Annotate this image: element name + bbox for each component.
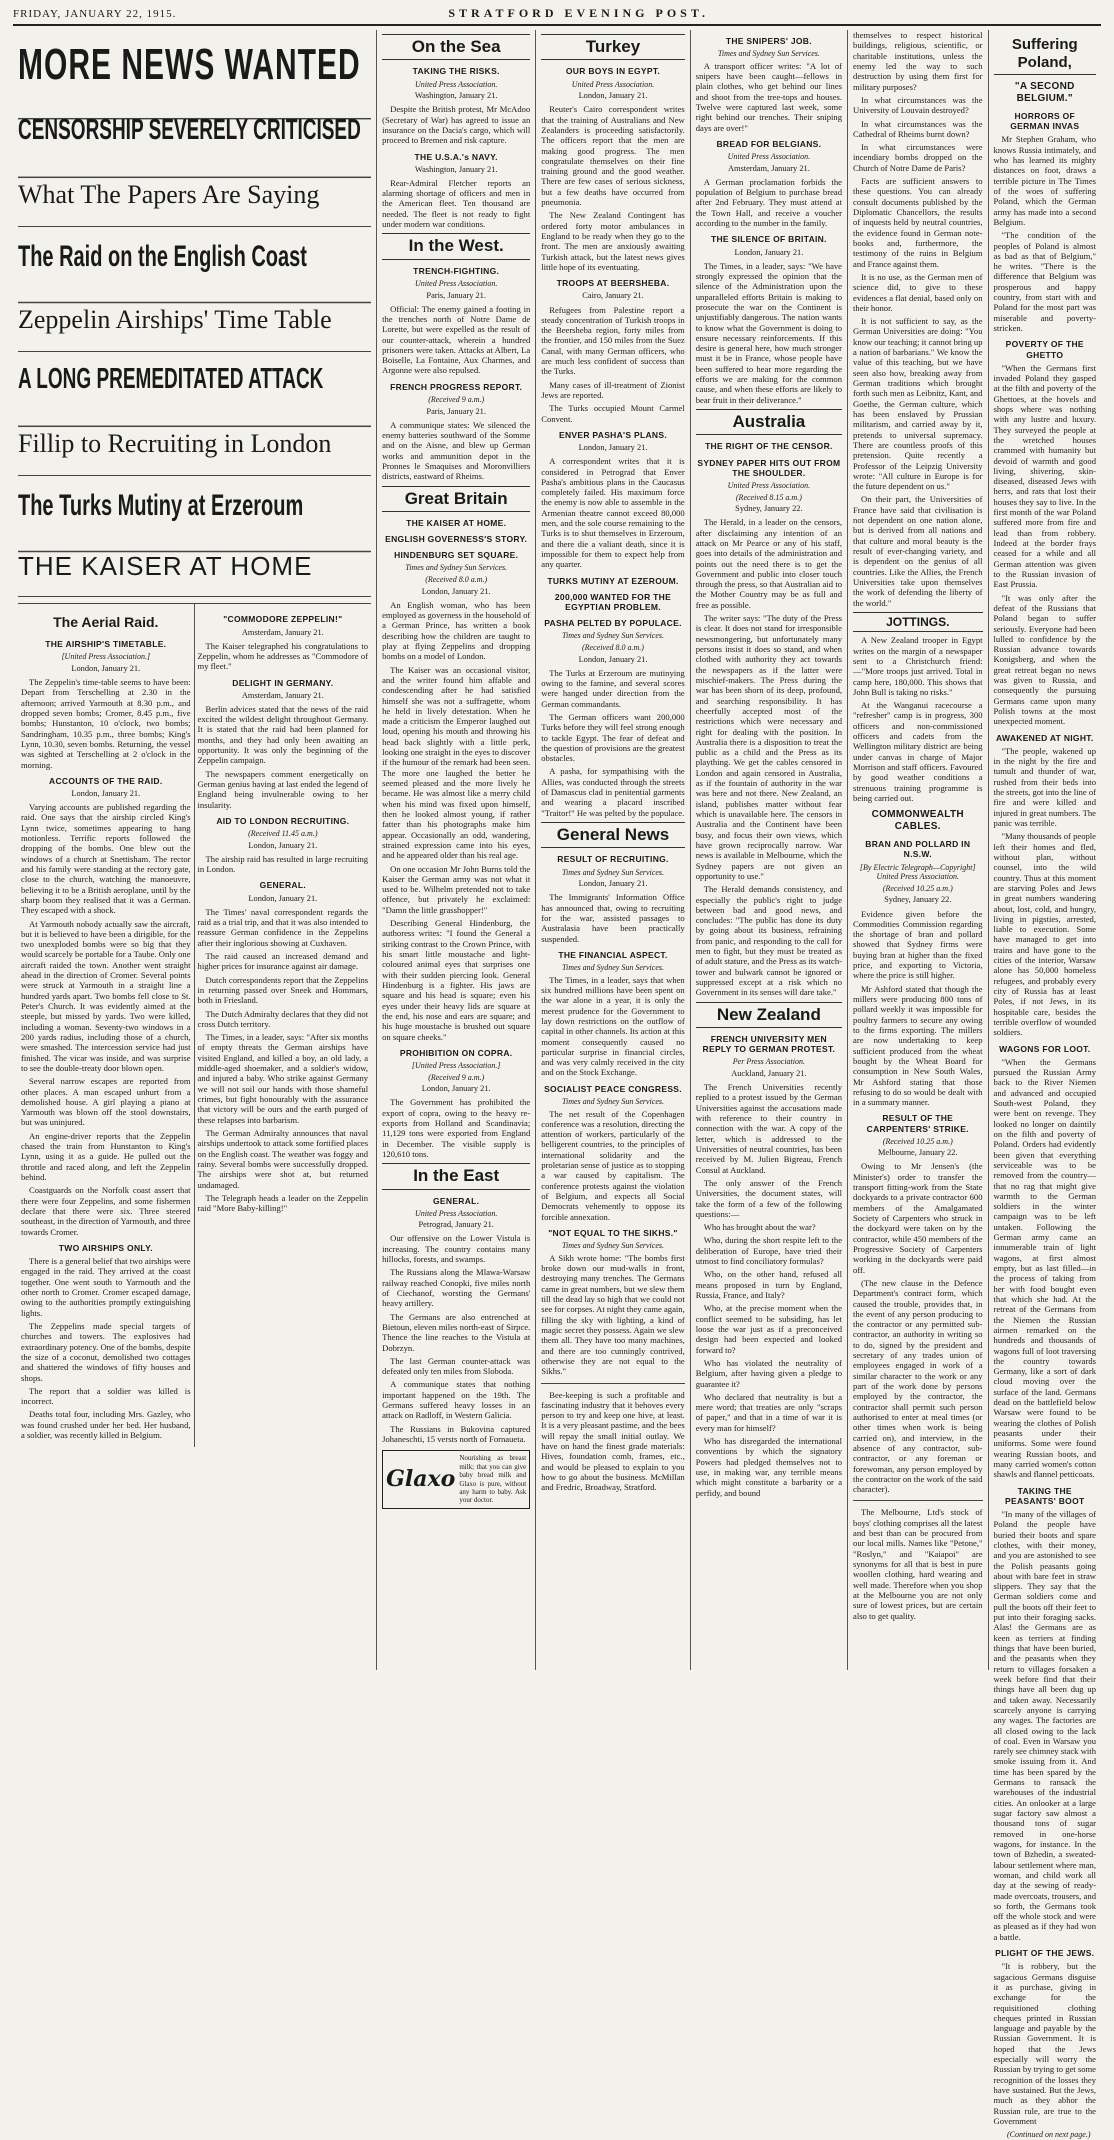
paragraph: Describing General Hindenburg, the authoress writes: "I found the General a striking contrast to the Crown Prince, with his smart little moustache and light-coloured animal eyes that surprises one with their sudden piercing look. General Hindenburg is a fighter. His jaws are square and his head is square; even his eyes under their heavy lids are square at the end, his nose and ears are square; and his huge moustache is brushed out square on square cheeks." bbox=[382, 918, 531, 1042]
section-new-zealand: New Zealand bbox=[696, 1002, 842, 1028]
source-line: United Press Association. bbox=[727, 480, 811, 490]
dateline: London, January 21. bbox=[578, 879, 648, 889]
timetable-heading: THE AIRSHIP'S TIMETABLE. bbox=[45, 639, 167, 650]
column-5 bbox=[848, 30, 989, 1670]
beersheba-heading: TROOPS AT BEERSHEBA. bbox=[556, 278, 670, 289]
paragraph: Dutch correspondents report that the Zeppelins in returning passed over Sneek and Hommars, both in Friesland. bbox=[197, 974, 369, 1006]
delight-heading: DELIGHT IN GERMANY. bbox=[232, 677, 334, 688]
glaxo-logo: Glaxo bbox=[386, 1466, 456, 1493]
section-in-the-west: In the West. bbox=[382, 233, 530, 259]
received-line: (Received 9 a.m.) bbox=[428, 394, 485, 404]
dateline: Sydney, January 22. bbox=[884, 895, 952, 905]
paragraph: The Government has prohibited the export of copra, owing to the heavy re-exports from Holland and Scandinavia; 11,129 tons were exported from England in December. The visible supply is 120,610 tons. bbox=[382, 1097, 531, 1159]
paper-title: STRATFORD EVENING POST. bbox=[448, 6, 709, 20]
paragraph: The Immigrants' Information Office has announced that, owing to recruiting for the war, assisted passages to Australasia have been practically suspended. bbox=[541, 892, 685, 944]
section-suffering-poland: Suffering Poland, bbox=[994, 34, 1096, 75]
dateline: London, January 21. bbox=[578, 443, 648, 453]
paragraph: On one occasion Mr John Burns told the Kaiser the German army was not what it used to be. Wilhelm pretended not to take offence, but privately he exclaimed: "Damn the little grasshopper!" bbox=[382, 863, 531, 915]
dateline: Sydney, January 22. bbox=[735, 504, 803, 514]
paragraph: "The people, wakened up in the night by the fire and tumult and thunder of war, rushed from their beds into the streets, got into the line of fire and were killed and injured in great numbers. The panic was terrible. bbox=[993, 745, 1096, 828]
bran-heading: BRAN AND POLLARD IN N.S.W. bbox=[865, 839, 971, 860]
headline-4: The Raid on the English Coast bbox=[18, 212, 371, 304]
paragraph: Who has violated the neutrality of Belgium, after having given a pledge to guarantee it? bbox=[695, 1357, 843, 1389]
paragraph: The Turks at Erzeroum are mutinying owing to the famine, and several scores were hanged under direction from the German commandants. bbox=[541, 667, 685, 709]
dateline: Auckland, January 21. bbox=[731, 1068, 807, 1078]
french-heading: FRENCH PROGRESS REPORT. bbox=[390, 381, 523, 392]
section-in-the-east: In the East bbox=[382, 1163, 530, 1189]
source-line: Times and Sydney Sun Services. bbox=[562, 1096, 664, 1106]
paragraph: The newspapers comment energetically on German genius having at last ended the legend of England being invulnerable owing to her insularity. bbox=[197, 768, 369, 810]
headline-7: Fillip to Recruiting in London bbox=[18, 412, 371, 476]
paragraph: Mr Ashford stated that though the millers were producing 800 tons of pollard weekly it was impossible for poultry farmers to secure any owing to the firms exporting. The millers are now undertaking to keep sufficient produced from the wheat bought by the Wheat Board for consumption in New South Wales, Mr Ashford stating that those refusing to do so would be dealt with in a summary manner. bbox=[853, 983, 983, 1108]
divider bbox=[541, 1383, 684, 1384]
dateline: London, January 21. bbox=[734, 247, 804, 257]
strike-heading: RESULT OF THE CARPENTERS' STRIKE. bbox=[866, 1113, 969, 1134]
issue-date: FRIDAY, JANUARY 22, 1915. bbox=[13, 8, 177, 20]
paragraph: The Kaiser was an occasional visitor, and the writer found him affable and condescending after he had satisfied himself she was not a suffragette, whom he held in lively detestation. When he made a criticism the Emperor laughed out loud, opening his mouth and throwing his head back slightly with a little perk, looking one straight in the eyes to discover if the humour of the remark had been seen. The more one laughed the better he seemed pleased and the more lively he became. He was almost like a merry child when his mind was fixed upon himself, then he looked almost young, if rather fatter than his photographs make him appear. Occasionally an odd, wandering, strained expression came into his eyes, and he appeared older than his real age. bbox=[382, 664, 531, 861]
governess-heading: ENGLISH GOVERNESS'S STORY. bbox=[385, 534, 528, 545]
paragraph: An engine-driver reports that the Zeppelin chased the train from Hunstanton to King's Lynn, using it as a guide. He pulled out the throttle and raced along, and left the Zeppelin behind. bbox=[21, 1130, 191, 1183]
columns bbox=[13, 30, 1101, 2140]
paragraph: In what circumstances was the Cathedral of Rheims burnt down? bbox=[853, 118, 983, 139]
french-university-heading: FRENCH UNIVERSITY MEN REPLY TO GERMAN PROTEST. bbox=[702, 1034, 836, 1055]
recruiting-heading: RESULT OF RECRUITING. bbox=[557, 854, 669, 865]
general-heading: GENERAL. bbox=[259, 880, 306, 891]
received-line: (Received 9 a.m.) bbox=[428, 1072, 485, 1082]
column-3 bbox=[536, 30, 690, 1670]
source-line: [By Electric Telegraph—Copyright] United Press Association. bbox=[859, 862, 976, 882]
paragraph: The airship raid has resulted in large recruiting in London. bbox=[197, 853, 369, 875]
wagons-heading: WAGONS FOR LOOT. bbox=[999, 1043, 1091, 1054]
paragraph: Who, during the short respite left to the deliberation of Europe, have tried their utmost to find conciliatory formulas? bbox=[695, 1235, 843, 1267]
dateline: Washington, January 21. bbox=[414, 164, 498, 174]
received-line: (Received 10.25 a.m.) bbox=[882, 1136, 953, 1146]
financial-heading: THE FINANCIAL ASPECT. bbox=[558, 949, 668, 960]
glaxo-advert-text: Nourishing as breast milk; that you can give baby bread milk and Glaxo is pure, without any harm to baby. Ask your doctor. bbox=[459, 1454, 527, 1505]
source-line: Per Press Association. bbox=[732, 1057, 805, 1067]
source-line: [United Press Association.] bbox=[411, 1061, 501, 1071]
headline-2: CENSORSHIP SEVERELY CRITICISED bbox=[18, 88, 371, 178]
paragraph: Many cases of ill-treatment of Zionist Jews are reported. bbox=[541, 379, 685, 401]
paragraph: Who has disregarded the international conventions by which the signatory Powers had pledged themselves not to use, in making war, any terrible means which might constitute a barbarity or a perfidy, and bound bbox=[695, 1436, 843, 1498]
raid-title: The Aerial Raid. bbox=[53, 614, 159, 631]
paragraph: Berlin advices stated that the news of the raid excited the wildest delight throughout Germany. It is stated that the raid had been planned for months, and they had only been awaiting an opportunity. It was only the beginning of the Zeppelin campaign. bbox=[197, 703, 369, 766]
source-line: Times and Sydney Sun Services. bbox=[562, 963, 664, 973]
section-general-news: General News bbox=[541, 822, 684, 848]
source-line: United Press Association. bbox=[414, 79, 498, 89]
hindenburg-heading: HINDENBURG SET SQUARE. bbox=[394, 550, 519, 561]
section-on-the-sea: On the Sea bbox=[382, 34, 530, 60]
source-line: United Press Association. bbox=[414, 278, 498, 288]
paragraph: Who, on the other hand, refused all means proposed in turn by England, Russia, France, and Italy? bbox=[695, 1269, 843, 1300]
paragraph: "The condition of the peoples of Poland is almost as bad as that of Belgium," he writes. "There is the difference that Belgium was prosperous and happy country, from start with and Poland for the most part was miserable and poverty-stricken. bbox=[993, 230, 1096, 333]
source-line: [United Press Association.] bbox=[61, 652, 151, 662]
navy-heading: THE U.S.A.'s NAVY. bbox=[414, 151, 498, 162]
raid-col-a bbox=[18, 604, 195, 1447]
egypt-heading: OUR BOYS IN EGYPT. bbox=[565, 66, 661, 77]
received-line: (Received 8.15 a.m.) bbox=[735, 492, 802, 502]
snipers-heading: THE SNIPERS' JOB. bbox=[725, 36, 812, 46]
paragraph: The writer says: "The duty of the Press is clear. It does not stand for irresponsible newsmongering, but unfortunately many persons insist it does so stand, and when clothed with authority they act towards the newspapers as if the latter were mischief-makers. The Press during the war has been shorn of its deep, profound, and searching responsibility. It has cheerfully accepted most of the restrictions which were necessary and right for dealing with the position. In Australia there is a disposition to treat the public as a child and the Press as its plaything. We get the cables censored in London and again censored in Australia, as if the fountain of authority in the war was here and not there. New Zealand, an island, publishes matter without fear which is unavailable here. The censors in Australia and the Continent have been busy, and focus their own views, which have grown reciprocally narrow. War news is available in Melbourne, which the Sydney papers are not given an opportunity to use." bbox=[695, 613, 843, 881]
paragraph: Official: The enemy gained a footing in the trenches north of Notre Dame de Lorette, but were expelled as the result of our counter-attack, wherein a hundred prisoners were taken. Attacks at Albert, La Boiselle, La Fontaine, Aux Charmes, and Argonne were also repulsed. bbox=[382, 303, 531, 376]
received-line: (Received 11.45 a.m.) bbox=[248, 829, 318, 839]
paragraph: The Herald, in a leader on the censors, after disclaiming any intention of an attack on Mr Pearce or any of his staff, goes into details of the administration and points out the need there is to get the Government and public into closer touch through the press, so that Australian aid to the Mother Country may be as full and free as possible. bbox=[695, 517, 843, 610]
paragraph: The Herald demands consistency, and especially the public's right to judge between bad and good news, and concludes: "The public has done its duty by going about its business, refraining from panic, and responding to the call for men to fight, but they must be treated as of adult stature, and the Press as its watch-tower and bulwark cannot be ignored or suppressed except at a risk which no Government in its senses will dare take." bbox=[695, 884, 843, 998]
paragraph: An English woman, who has been employed as governess in the household of a German Prince, has written a book describing how the children are taught to play at flying Zeppelins and dropping bombs on a model of London. bbox=[382, 599, 531, 662]
paragraph: The Kaiser telegraphed his congratulations to Zeppelin, whom he addresses as "Commodore of my fleet." bbox=[197, 640, 369, 672]
enver-heading: ENVER PASHA'S PLANS. bbox=[558, 429, 667, 440]
kaiser-heading: THE KAISER AT HOME. bbox=[406, 517, 507, 528]
horrors-heading: HORRORS OF GERMAN INVAS bbox=[1010, 111, 1080, 132]
paragraph: A transport officer writes: "A lot of snipers have been caught—fellows in plain clothes, who get behind our lines and shoot from the tree-tops and houses. Twelve were captured last week, some right behind our trenches. Their sniping days are over!" bbox=[695, 60, 843, 133]
dateline: London, January 21. bbox=[71, 663, 141, 673]
paragraph: The Germans are also entrenched at Bietoun, eleven miles north-east of Sirpce. Thence the line reaches to the Vistula at Dobrzyn. bbox=[382, 1311, 531, 1353]
paragraph: The net result of the Copenhagen conference was a resolution, directing the attention of workers, particularly of the belligerent countries, to the principles of international solidarity and the proletarian sense of justice as to stopping a war caused by capitalism. The conference protests against the violation of Belgium, and expects all Social Democrats vehemently to oppose its forcible annexation. bbox=[541, 1108, 685, 1222]
received-line: (Received 8.0 a.m.) bbox=[425, 575, 488, 585]
source-line: Times and Sydney Sun Services. bbox=[562, 631, 664, 641]
paragraph: The raid caused an increased demand and higher prices for insurance against air damage. bbox=[197, 950, 369, 972]
second-belgium-heading: "A SECOND BELGIUM." bbox=[1014, 81, 1075, 104]
paragraph: "When the Germans first invaded Poland they gasped at the filth and poverty of the Ghettoes, at the hovels and shops where was nothing with any lustre and luxury. They surveyed the people at the wretched houses crammed with humanity but devoid of warmth and good living, shivering, skin-diseased, diseased Jews with herrs, and rats that lost their houses they say to live. In the first month of the war Poland suffered more from fire and lead than from robbery. Indeed at the border frays ceased for a while and all German attention was given to the Russian invasion of East Prussia. bbox=[993, 362, 1096, 590]
sikhs-heading: "NOT EQUAL TO THE SIKHS." bbox=[548, 1227, 678, 1238]
two-airships-heading: TWO AIRSHIPS ONLY. bbox=[58, 1242, 153, 1253]
paragraph: The last German counter-attack was defeated only ten miles from Sloboda. bbox=[382, 1355, 531, 1377]
paragraph: Mr Stephen Graham, who knows Russia intimately, and who has learned its mighty distances on foot, draws a terrible picture in The Times of the woes of suffering Poland, which the German army has made into a second Belgium. bbox=[993, 134, 1096, 227]
awakened-heading: AWAKENED AT NIGHT. bbox=[996, 732, 1094, 743]
source-line: Times and Sydney Sun Services. bbox=[562, 1241, 664, 1251]
melbourne-advert: The Melbourne, Ltd's stock of boys' clothing comprises all the latest and best than can be procured from our local mills. Names like "Petone," "Roslyn," and "Kaiapoi" are synonyms for all that is best in pure woollen clothing, hard wearing and well made. Therefore when you shop at the Melbourne you are not only sure of lowest prices, but are certain also to get quality. bbox=[853, 1507, 983, 1621]
dateline: Amsterdam, January 21. bbox=[727, 163, 810, 173]
paragraph: Facts are sufficient answers to these questions. You can already consult documents published by the Diplomatic Chancellors, the results of inquests held by neutral countries, the evidence found in German note-books and, furthermore, the testimony of the ruins in Belgium and France against them. bbox=[853, 176, 983, 269]
paragraph: It is no use, as the German men of science did, to give to these evidences a flat denial, based only on their honor. bbox=[853, 271, 983, 313]
paragraph: The Times, in a leader, says: "We have strongly expressed the opinion that the silence of the Administration upon the unparalleled efforts Britain is making to prosecute the war on the Continent is unjustifiably dangerous. The nation wants to know what the Government is doing to ensure necessary reinforcements. If this desire is general here, how much stronger must it be in France, whose people have been suffered to hear more regarding the efforts we are making for the common cause, and when these efforts are likely to bear fruit in their deliverance." bbox=[695, 260, 843, 405]
paragraph: On their part, the Universities of France have said that civilisation is not dependent on one nation alone, but is derived from all nations and that culture and moral beauty is the result of ever-changing variety, and is dependent on the genius of all countries. Like the Allies, the French Universities take upon themselves the work of defending the liberty of the world." bbox=[853, 494, 983, 608]
paragraph: Refugees from Palestine report a steady concentration of Turkish troops in the Beersheba region, forty miles from the frontier, and 150 miles from the Suez Canal, with many German officers, who are much less confident of success than the Turks. bbox=[541, 304, 685, 377]
paragraph: Several narrow escapes are reported from other places. A man escaped unhurt from a demolished house. A girl playing a piano at Yarmouth was blown off the stool downstairs, but was uninjured. bbox=[21, 1076, 191, 1128]
source-line: United Press Association. bbox=[571, 79, 655, 89]
peasants-boots-heading: TAKING THE PEASANTS' BOOT bbox=[1005, 1485, 1085, 1506]
paragraph: The Russians in Bukovina captured Johaneschti, 15 versts north of Fornaueta. bbox=[382, 1423, 531, 1445]
silence-heading: THE SILENCE OF BRITAIN. bbox=[710, 234, 827, 245]
dateline: Washington, January 21. bbox=[414, 91, 498, 101]
paragraph: "It is robbery, but the sagacious Germans disguise it as purchase, giving in exchange for the requisitioned clothing cheques printed in Russian language and payable by the Russian Government. It is hoped that the Jews especially will worry the Russian by trying to get some recognition of the losses they have sustained. But the Jews, much as they abhor the Russian rule, are true to the Government bbox=[993, 1961, 1096, 2126]
paragraph: A correspondent writes that it is considered in Petrograd that Enver Pasha's ambitious plans in the Caucasus completely failed. His maximum force the enemy is now able to assemble in the Armenian theatre cannot exceed 80,000 men, and the sole course remaining to the Turks is to shut themselves in Erzeroum, and there die a valiant death, since it is impossible for them to expect help from any quarter. bbox=[541, 456, 685, 570]
raid-subcolumns bbox=[18, 603, 371, 1447]
paragraph: Evidence given before the Commodities Commission regarding the shortage of bran and pollard showed that Sydney firms were buying bran at higher than the fixed price, and exporting to Victoria, where the price is still higher. bbox=[853, 908, 983, 981]
dateline: London, January 21. bbox=[71, 789, 141, 798]
paragraph: The only answer of the French Universities, the document states, will take the form of a few of the following questions:— bbox=[695, 1177, 843, 1219]
dateline: London, January 21. bbox=[421, 586, 491, 596]
paragraph: A communique states that nothing important happened on the 19th. The Germans suffered heavy losses in an attack on Radloff, in Western Galicia. bbox=[382, 1379, 531, 1421]
paragraph: A pasha, for sympathising with the Allies, was conducted through the streets of Damascus clad in penitential garments and wearing a placard inscribed "Traitor!" He was pelted by the populace. bbox=[541, 766, 685, 818]
section-australia: Australia bbox=[696, 409, 842, 435]
paragraph: At Yarmouth nobody actually saw the aircraft, but it is believed to have been a dirigible, for the two unexploded bombs were so big that they would scarcely be portable for a Taube. Only one aircraft raided the town. Another went straight ahead in the direction of Cromer. Several points were struck at Yarmouth in a straight line a hundred yards apart. Two bombs fell close to St. Peter's Church. It was evidently aimed at the steeple, but missed by yards. Two were killed, including a woman. Seventy-two windows in a 200 yards radius, including those of a church, were smashed. The intercession service had just finished. The vicar was inside, and was surprise to see the double-treaty door blown open. bbox=[21, 918, 191, 1073]
censor-heading: THE RIGHT OF THE CENSOR. bbox=[705, 441, 833, 452]
source-line: Times and Sydney Sun Services. bbox=[717, 49, 820, 59]
dateline: Cairo, January 21. bbox=[582, 291, 644, 301]
paragraph: The Zeppelin's time-table seems to have been: Depart from Terschelling at 2.30 in the afternoon; arrived Yarmouth at 8.30 p.m., and dropped seven bombs; Cromer, 8.45 p.m., five bombs; Hunstanton, 10 o'clock, two bombs; Sandringham, 10.35 p.m., three bombs; King's Lynn, 10.30, seven bombs. Returning, the vessel was sighted at Terschelling at 2 o'clock in the morning. bbox=[21, 677, 191, 770]
source-line: United Press Association. bbox=[414, 1208, 498, 1218]
column-1 bbox=[13, 30, 377, 1670]
bee-keeping-advert: Bee-keeping is such a profitable and fascinating industry that it behoves every person to try and keep one hive, at least. It is a very pleasant pastime, and the bees will repay the small initial outlay. We have on hand the finest grade materials: Hives, foundation comb, frames, etc., and would be pleased to explain to you how to go about the business. McMillan and Fredric, Broadway, Stratford. bbox=[541, 1389, 685, 1493]
paragraph: The New Zealand Contingent has ordered forty motor ambulances in England to be ready when they go to the front. The men are anxiously awaiting Turkish attack, but the latest news gives little hope of its eventuating. bbox=[541, 210, 685, 272]
paragraph: themselves to respect historical buildings, religious, scientific, or charitable institutions, unless the enemy led the way to such destruction by using them first for military purposes? bbox=[853, 30, 983, 92]
dateline: Paris, January 21. bbox=[426, 290, 486, 300]
headline-8: The Turks Mutiny at Erzeroum bbox=[18, 461, 371, 553]
paragraph: Our offensive on the Lower Vistula is increasing. The country contains many hillocks, forests, and swamps. bbox=[382, 1233, 531, 1265]
column-6 bbox=[989, 30, 1101, 2140]
east-general-heading: GENERAL. bbox=[433, 1195, 480, 1206]
paragraph: A New Zealand trooper in Egypt writes on the margin of a newspaper sent to a Christchurch friend:—"More troops just arrived. Total in camp here, 180,000. This shows that John Bull is taking no risks." bbox=[853, 635, 983, 697]
paragraph: Who has brought about the war? bbox=[703, 1222, 816, 1233]
paragraph: "When the Germans pursued the Russian Army back to the River Niemen and advanced and occupied South-west Poland, they were bent on revenge. They looked no longer on daintily on the filth and poverty of Poland. Orders had evidently been given that everything serviceable was to be removed from the country—that no rag that might give warmth to the German soldiers in the winter campaign was to be left untaken. Following the German army came an innumerable train of light wagons, at first almost empty, but as last filled—in the process of taking from her with food bought even that which she had. At the retreat of the Germans from the Niemen the Russian airmen remarked on the hundreds and thousands of wagons full of loot traversing the country towards Germany, like a sort of dark cloud moving over the surface of the land. Germans dead on the battlefield below Warsaw were found to be wearing the clothes of Polish peasants under their uniforms. Some were found wearing Russian boots, and many carried women's cotton shawls and flannel petticoats. bbox=[993, 1056, 1096, 1480]
paragraph: Deaths total four, including Mrs. Gazley, who was found crushed under her bed. Her husband, a soldier, was recently killed in Belgium. bbox=[21, 1409, 191, 1441]
paragraph: The Turks occupied Mount Carmel Convent. bbox=[541, 403, 685, 424]
paragraph: Despite the British protest, Mr McAdoo (Secretary of War) has agreed to issue an insurance on the Dacia's cargo, which will proceed to Bremen and risk capture. bbox=[382, 104, 531, 146]
egypt-200000-heading: 200,000 WANTED FOR THE EGYPTIAN PROBLEM. bbox=[554, 591, 672, 613]
paragraph: It is not sufficient to say, as the German Universities are doing: "You know our teaching; it cannot bring up a nation of barbarians." We know the value of this teaching, but we have seen also how, breaking away from German traditions which brought forth such men as Leibnitz, Kant, and Goethe, the German culture, which has been enslaved by Prussian militarism, and carried away by it, pretends to universal supremacy. There are countless proofs of this pretension. Quite recently a Professor of the Leipzig University wrote: "All culture in Europe is for the future dependent on us." bbox=[853, 316, 983, 492]
risks-heading: TAKING THE RISKS. bbox=[412, 66, 500, 77]
newspaper-page bbox=[7, 0, 1107, 2140]
paragraph: The Russians along the Mlawa-Warsaw railway reached Conopki, five miles north of Ciechanof, worsting the Germans' heavy artillery. bbox=[382, 1267, 531, 1309]
paragraph: There is a general belief that two airships were engaged in the raid. They arrived at the coast together. One went south to Yarmouth and the other north to Cromer. Cromer escaped damage, owing to the authorities promptly extinguishing lights. bbox=[21, 1256, 191, 1318]
dateline: Amsterdam, January 21. bbox=[241, 627, 324, 637]
headline-9: THE KAISER AT HOME bbox=[18, 537, 371, 597]
paragraph: The French Universities recently replied to a protest issued by the German Universities against the accusations made with reference to their country in connection with the war. A copy of the letter, which is addressed to the Universities of neutral countries, has been received by M. Julien Bigreau, French Consul at Auckland. bbox=[695, 1082, 843, 1175]
paragraph: Varying accounts are published regarding the raid. One says that the airship circled King's Lynn twice, sometimes appearing to hang motionless. Terrific reports followed the dropping of the bombs. One blew out the windows of a church at Snettisham. The rector and his family were standing at the rectory gate, close to the church, watching the manoeuvre, believing it to be a British aeroplane, until by the sharp boom they realised that it was a German. They escaped with a shock. bbox=[21, 802, 191, 916]
commonwealth-cables-heading: COMMONWEALTH CABLES. bbox=[871, 809, 964, 833]
column-4 bbox=[691, 30, 848, 1670]
dateline: Melbourne, January 22. bbox=[877, 1148, 958, 1158]
divider bbox=[853, 1500, 983, 1501]
section-great-britain: Great Britain bbox=[382, 486, 530, 512]
dateline: Petrograd, January 21. bbox=[418, 1220, 494, 1230]
dateline: London, January 21. bbox=[248, 893, 318, 903]
paragraph: A communique states: We silenced the enemy batteries southward of the Somme and on the Aisne, and blew up German works and ammunition depot in the Pronnes le Smaquises and Moronvilliers districts, eastward of Rheims. bbox=[382, 419, 531, 482]
sydney-paper-heading: SYDNEY PAPER HITS OUT FROM THE SHOULDER. bbox=[697, 457, 841, 478]
paragraph: "In many of the villages of Poland the people have buried their boots and spare clothes, with their money, and you are astonished to see the Polish peasants going about with bare feet in straw slippers. They say that the German soldiers come and pull the boots off their feet to put into their foraging sacks. Alas! the Germans are as keen as terriers at finding things that have been buried, and the peasants when they return to villages forsaken a week before find that their things have all been dug up and taken away. Necessarily scarcely anyone is carrying any wages. The factories are all closed owing to the lack of coal. Even in Warsaw you rarely see chimney stack with smoke issuing from it. And time has been spared by the Germans to ransack the warehouses of the industrial cities. An onlooker at a large sugar factory saw almost a thousand tons of sugar removed in one-horse wagons, for instance. In the town of Bzhedin, a sweated-labour settlement where man, woman, and child work all day at the sewing of ready-made overcoats, trousers, and so forth, the Germans took off the whole stock and were as pleased as if they had won a battle. bbox=[993, 1508, 1096, 1942]
paragraph: In what circumstances was the University of Louvain destroyed? bbox=[853, 94, 983, 116]
jews-heading: PLIGHT OF THE JEWS. bbox=[995, 1948, 1095, 1959]
source-line: Times and Sydney Sun Services. bbox=[405, 563, 508, 573]
paragraph: Reuter's Cairo correspondent writes that the training of Australians and New Zealanders is proceeding satisfactorily. The officers report that the men are making good progress. The men congratulate themselves on their fine training ground and the good weather. There are few cases of serious sickness, but a few deaths have occurred from pneumonia. bbox=[541, 104, 685, 208]
paragraph: The Times, in a leader, says: "After six months of empty threats the German airships have visited England, and killed a boy, an old lady, a middle-aged shoemaker, and a soldier's widow, and injured a baby. Who strike against Germany we will not soil our hands with those shameful crimes, but fight honourably with the assurance that victory will be ours and the earth purged of these relapses into barbarism. bbox=[197, 1032, 369, 1125]
aid-heading: AID TO LONDON RECRUITING. bbox=[216, 815, 350, 826]
paragraph: A Sikh wrote home: "The bombs first broke down our mud-walls in front, destroying many trenches. The Germans came in great numbers, but we slew them till the dead lay so high that we could not see for corpses. At night they came again, filling the sky with lighting, a kind of magic secret they possess. Again we slew them all. They have too many machines, and there are too cunningly contrived, otherwise they are not equal to the Sikhs." bbox=[541, 1252, 685, 1377]
paragraph: The Dutch Admiralty declares that they did not cross Dutch territory. bbox=[197, 1008, 369, 1029]
paragraph: Who, at the precise moment when the conflict seemed to be subsiding, has let loose the war just as if a preconceived design had been expected and looked forward to? bbox=[695, 1303, 843, 1355]
paragraph: The German officers want 200,000 Turks before they will feel strong enough to tackle Egypt. The fear of defeat and the question of provisions are the greatest obstacles. bbox=[541, 711, 685, 764]
paragraph: At the Wanganui racecourse a "refresher" camp is in progress, 300 officers and non-commissioned officers and cadets from the Wellington military district are being under canvas in charge of Major Morrison and staff officers. Favoured by good weather conditions a strenuous training programme is being carried out. bbox=[853, 700, 983, 803]
continued-note: (Continued on next page.) bbox=[1006, 2130, 1091, 2140]
column-2 bbox=[377, 30, 536, 1670]
bread-heading: BREAD FOR BELGIANS. bbox=[716, 138, 822, 149]
paragraph: The report that a soldier was killed is incorrect. bbox=[21, 1385, 191, 1407]
raid-col-b bbox=[195, 604, 372, 1447]
paragraph: In what circumstances were incendiary bombs dropped on the Church of Notre Dame de Paris? bbox=[853, 142, 983, 173]
paragraph: The Telegraph heads a leader on the Zeppelin raid "More Baby-killing!" bbox=[197, 1192, 369, 1214]
paragraph: "Many thousands of people left their homes and fled, without plan, without counsel, into the wild country. Thus at this moment are starving Poles and Jews in great numbers wandering about, lost, cold, and hungry, living in pigsties, arrested, liable to execution. Some have managed to get into trains and have gone to the cities of the interior, Warsaw alone has 50,000 homeless refugees, and probably every city of Russia has at least Poles, if not Jews, in its hospitable care, besides the terrible overflow of wounded soldiers. bbox=[993, 831, 1096, 1038]
paragraph: Owing to Mr Jensen's (the Minister's) order to transfer the transport fitting-work from the State dockyards to a private contractor 600 members of the Amalgamated Society of Carpenters who struck in the dockyard were taken on by the contractor, while 450 members of the Progressive Society of Carpenters working in the dockyards were paid off. bbox=[853, 1161, 983, 1275]
copra-heading: PROHIBITION ON COPRA. bbox=[399, 1047, 513, 1058]
dateline: London, January 21. bbox=[578, 91, 648, 101]
headline-6: A LONG PREMEDITATED ATTACK bbox=[18, 337, 371, 427]
dateline: London, January 21. bbox=[248, 840, 318, 850]
paragraph: (The new clause in the Defence Department's contract form, which caused the trouble, provides that, in the event of any person producing to the contractor or any permitted sub-contractor, an authority in writing so to do, signed by the president and secretary of any trades union of employees engaged in work of a similar character to the work or any part of the work done by persons employed by the contractor, the contractor shall permit such person authorised to enter at meal times (or other times when work is being carried on), and interview, in the absence of any contractor, sub-contractor, or any foreman or forewoman, any person employed by the contractor on the work of the said character). bbox=[853, 1277, 983, 1495]
source-line: United Press Association. bbox=[727, 152, 811, 162]
paragraph: The Times' naval correspondent regards the raid as a trial trip, and that it was also intended to reassure German confidence in the Zeppelins after their inglorious showing at Cuxhaven. bbox=[197, 906, 369, 948]
accounts-heading: ACCOUNTS OF THE RAID. bbox=[49, 775, 163, 786]
mutiny-heading: TURKS MUTINY AT EZEROUM. bbox=[547, 575, 679, 586]
paragraph: Coastguards on the Norfolk coast assert that there were four Zeppelins, and some fishermen declare that there were six. Three steered southeast, in the direction of Yarmouth, and three towards Cromer. bbox=[21, 1185, 191, 1237]
dateline: Paris, January 21. bbox=[426, 406, 486, 416]
section-jottings: JOTTINGS. bbox=[853, 612, 983, 632]
paragraph: "It was only after the defeat of the Russians that Poland began to suffer seriously. Everyone had been lulled to confidence by the Russian advance towards Konigsberg, and when the great retreat began no news was given to Russia, and consequently the pursuing Germans came upon many Polish towns at the most unexpected moment. bbox=[993, 592, 1096, 727]
received-line: (Received 10.25 a.m.) bbox=[882, 883, 953, 893]
paragraph: The German Admiralty announces that naval airships undertook to attack some fortified places on the English coast. The weather was foggy and rainy. Several bombs were successfully dropped. The airships were shot at, but returned undamaged. bbox=[197, 1127, 369, 1190]
dateline: London, January 21. bbox=[421, 1084, 491, 1094]
pasha-heading: PASHA PELTED BY POPULACE. bbox=[544, 618, 682, 629]
paragraph: A German proclamation forbids the population of Belgium to purchase bread after 2nd February. They must attend at the Town Hall, and receive a voucher according to the number in the family. bbox=[695, 176, 843, 229]
dateline: London, January 21. bbox=[578, 654, 648, 664]
section-turkey: Turkey bbox=[541, 34, 684, 60]
source-line: Times and Sydney Sun Services. bbox=[562, 867, 664, 877]
commodore-heading: "COMMODORE ZEPPELIN!" bbox=[223, 614, 343, 625]
paragraph: Rear-Admiral Fletcher reports an alarming shortage of officers and men in the American fleet. Ten thousand are needed. The fleet is not ready to fight under modern war conditions. bbox=[382, 177, 531, 230]
paragraph: Who declared that neutrality is but a mere word; that treaties are only "scraps of paper," and that in a time of war it is every man for himself? bbox=[695, 1391, 843, 1433]
received-line: (Received 8.0 a.m.) bbox=[582, 643, 644, 652]
headline-5: Zeppelin Airships' Time Table bbox=[18, 288, 371, 352]
trench-heading: TRENCH-FIGHTING. bbox=[413, 265, 500, 276]
glaxo-advert bbox=[382, 1450, 530, 1508]
poverty-heading: POVERTY OF THE GHETTO bbox=[1005, 339, 1084, 360]
headline-3: What The Papers Are Saying bbox=[18, 163, 371, 227]
paragraph: The Zeppelins made special targets of churches and towers. The explosives had extraordinary potency. One of the bombs, despite the size of a coconut, demolished two cottages and shattered the windows of fifty houses and shops. bbox=[21, 1320, 191, 1383]
headline-1: MORE NEWS WANTED bbox=[18, 14, 371, 120]
dateline: Amsterdam, January 21. bbox=[241, 690, 324, 700]
socialist-heading: SOCIALIST PEACE CONGRESS. bbox=[544, 1083, 682, 1094]
paragraph: The Times, in a leader, says that when six hundred millions have been spent on the war alone in a year, it is only the merest prudence for the Government to lay down restrictions on the outflow of capital in other channels. Its action at this moment consequently caused no particular surprise in financial circles, and was very calmly received in the city and on the Stock Exchange. bbox=[541, 974, 685, 1078]
